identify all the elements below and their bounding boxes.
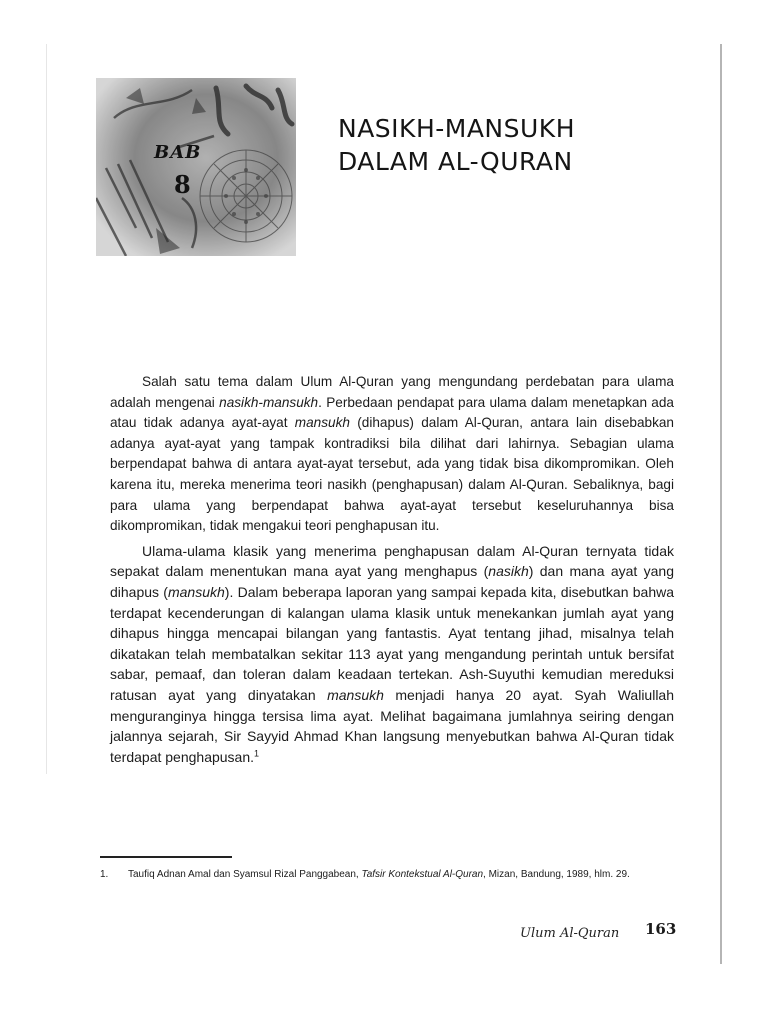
paragraph-2-italic-c: mansukh	[327, 686, 384, 703]
paragraph-1	[110, 372, 674, 537]
paragraph-2-text-c: ). Dalam beberapa laporan yang sampai kepada kita, disebutkan bahwa terdapat kecenderungan di kalangan ulama klasik untuk menekankan jumlah ayat yang dihapus hingga mencapai bilangan yang fantastis. Ayat tentang jihad, misalnya telah dikatakan telah membatalkan sekitar 113 ayat yang mengandung perintah untuk bersifat sabar, pemaaf, dan toleran dalam keadaan tertekan. Ash-Suyuthi kemudian mereduksi ratusan ayat yang dinyatakan	[110, 583, 675, 703]
paragraph-1-italic-b: mansukh	[294, 415, 350, 431]
footnote	[100, 868, 680, 882]
paragraph-2-text-d: menjadi hanya 20 ayat. Syah Waliullah menguranginya hingga tersisa lima ayat. Melihat bagaimana jumlahnya seiring dengan jalannya sejarah, Sir Sayyid Ahmad Khan langsung menyebutkan bahwa Al-Quran tidak terdapat penghapusan.	[110, 686, 675, 765]
paragraph-2-italic-b: mansukh	[167, 583, 225, 600]
footnote-number: 1.	[100, 869, 109, 880]
chapter-title	[338, 112, 658, 178]
footnote-book-title: Tafsir Kontekstual Al-Quran	[361, 869, 484, 880]
chapter-title-line-2: DALAM AL-QURAN	[338, 147, 573, 176]
footnote-divider	[100, 856, 232, 858]
running-footer-title: Ulum Al-Quran	[520, 926, 620, 941]
paragraph-1-italic-a: nasikh-mansukh	[219, 394, 319, 410]
paragraph-2-text-a: Ulama-ulama klasik yang menerima penghapusan dalam Al-Quran ternyata tidak sepakat dalam menentukan mana ayat yang menghapus (	[110, 542, 674, 580]
paragraph-2-text-b: ) dan mana ayat yang dihapus (	[110, 563, 674, 600]
paragraph-2	[110, 541, 674, 768]
paragraph-1-text-b: . Perbedaan pendapat para ulama dalam menetapkan ada atau tidak adanya ayat-ayat	[110, 394, 674, 431]
scan-left-edge	[46, 44, 47, 774]
footnote-publication: , Mizan, Bandung, 1989, hlm. 29.	[483, 869, 630, 880]
scan-right-edge	[720, 44, 722, 964]
body-text	[110, 372, 674, 771]
page-number: 163	[645, 920, 677, 938]
paragraph-1-text-a: Salah satu tema dalam Ulum Al-Quran yang mengundang perdebatan para ulama adalah mengenai	[110, 374, 674, 410]
footnote-author: Taufiq Adnan Amal dan Syamsul Rizal Panggabean,	[128, 869, 362, 880]
footnote-reference[interactable]: 1	[254, 748, 260, 759]
chapter-title-line-1: NASIKH-MANSUKH	[338, 114, 575, 143]
chapter-number: 8	[174, 170, 191, 199]
ornament-illustration	[96, 78, 296, 256]
paragraph-1-text-c: (dihapus) dalam Al-Quran, antara lain disebabkan adanya ayat-ayat yang tampak kontradiksi bila dilihat dari lahirnya. Sebagian ulama berpendapat bahwa di antara ayat-ayat tersebut, ada yang tidak bisa dikompromikan. Oleh karena itu, mereka menerima teori nasikh (penghapusan) dalam Al-Quran. Sebaliknya, bagi para ulama yang berpendapat bahwa ayat-ayat tersebut keseluruhannya bisa dikompromikan, tidak mengakui teori penghapusan itu.	[110, 415, 674, 534]
paragraph-2-italic-a: nasikh	[488, 563, 529, 580]
chapter-emblem	[96, 78, 296, 256]
chapter-label: BAB	[154, 142, 202, 163]
footnote-text	[128, 868, 680, 882]
